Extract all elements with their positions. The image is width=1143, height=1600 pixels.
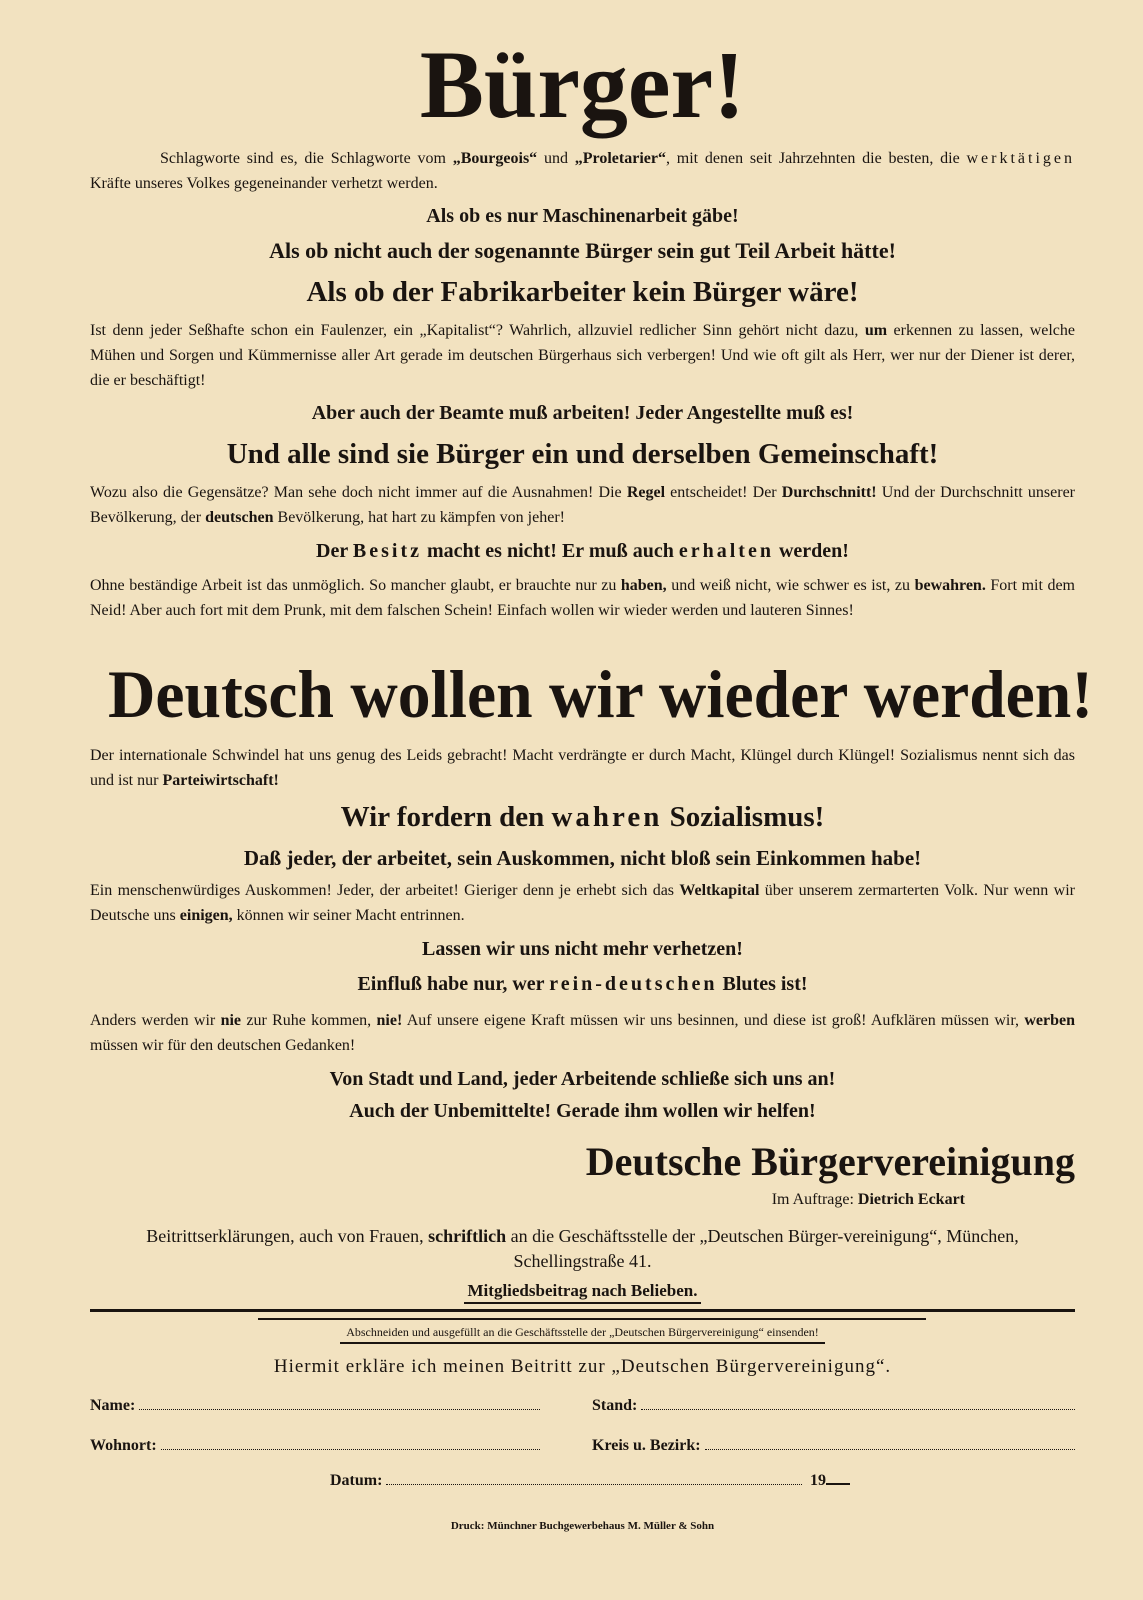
slogan-1: Als ob es nur Maschinenarbeit gäbe! — [426, 205, 739, 227]
paragraph-6: Ein menschenwürdiges Auskommen! Jeder, der arbeitet! Gieriger denn je erhebt sich das Weltkapital über unserem zermarterten Volk. Nur wenn wir Deutsche uns einigen, können wir seiner Macht entrinnen. — [90, 882, 1075, 924]
slogan-2: Als ob nicht auch der sogenannte Bürger sein gut Teil Arbeit hätte! — [269, 238, 896, 263]
cut-note: Abschneiden und ausgefüllt an die Geschäftsstelle der „Deutschen Bürgervereinigung“ einsenden! — [90, 1324, 1075, 1340]
name-field[interactable]: Name: — [90, 1395, 540, 1415]
datum-line[interactable] — [386, 1470, 802, 1485]
paragraph-2: Ist denn jeder Seßhafte schon ein Faulenzer, ein „Kapitalist“? Wahrlich, allzuviel redlicher Sinn gehört nicht dazu, um erkennen zu lassen, welche Mühen und Sorgen und Kümmernisse aller Art gerade im deutschen Bürgerhaus sich verbergen! Und wie oft gilt als Herr, wer nur der Diener ist derer, die er beschäftigt! — [90, 322, 1076, 389]
name-line[interactable] — [139, 1395, 540, 1410]
wohnort-field[interactable]: Wohnort: — [90, 1435, 540, 1455]
membership-fee: Mitgliedsbeitrag nach Belieben. — [90, 1281, 1075, 1301]
main-headline: Deutsch wollen wir wieder werden! — [108, 656, 1094, 732]
wohnort-line[interactable] — [161, 1435, 540, 1450]
paragraph-4: Ohne beständige Arbeit ist das unmöglich. So mancher glaubt, er brauchte nur zu haben, und weiß nicht, wie schwer es ist, zu bewahren. Fort mit dem Neid! Aber auch fort mit dem Prunk, mit dem falschen Schein! Einfach wollen wir wieder werden und lauteren Sinnes! — [90, 577, 1075, 619]
main-headline-row — [90, 652, 1094, 736]
datum-field[interactable]: Datum: 19 — [330, 1470, 850, 1490]
kreis-line[interactable] — [705, 1435, 1075, 1450]
slogan-9: Lassen wir uns nicht mehr verhetzen! — [422, 938, 743, 960]
slogan-8: Daß jeder, der arbeitet, sein Auskommen, nicht bloß sein Einkommen habe! — [243, 846, 922, 870]
paragraph-7: Anders werden wir nie zur Ruhe kommen, nie! Auf unsere eigene Kraft müssen wir uns besinnen, und diese ist groß! Aufklären müssen wir, werben müssen wir für den deutschen Gedanken! — [90, 1012, 1075, 1054]
divider — [258, 1318, 926, 1320]
poster-title: Bürger! — [419, 31, 746, 138]
signature: Im Auftrage: Dietrich Eckart — [771, 1191, 965, 1208]
year-line[interactable] — [826, 1483, 850, 1485]
kreis-field[interactable]: Kreis u. Bezirk: — [592, 1435, 1075, 1455]
paragraph-5: Der internationale Schwindel hat uns genug des Leids gebracht! Macht verdrängte er durch Macht, Klüngel durch Klüngel! Sozialismus nennt sich das und ist nur Parteiwirtschaft! — [90, 747, 1075, 789]
paragraph-1: Schlagworte sind es, die Schlagworte vom „Bourgeois“ und „Proletarier“, mit denen seit Jahrzehnten die besten, die werktätigen Kräfte unseres Volkes gegeneinander verhetzt werden. — [90, 150, 1075, 192]
cut-line — [90, 1309, 1075, 1312]
organization-name: Deutsche Bürgervereinigung — [585, 1139, 1075, 1184]
printer-imprint: Druck: Münchner Buchgewerbehaus M. Müller & Sohn — [450, 1520, 715, 1532]
paragraph-3: Wozu also die Gegensätze? Man sehe doch nicht immer auf die Ausnahmen! Die Regel entscheidet! Der Durchschnitt! Und der Durchschnitt unserer Bevölkerung, der deutschen Bevölkerung, hat hart zu kämpfen von jeher! — [90, 484, 1076, 526]
slogan-6: Der Besitz macht es nicht! Er muß auch erhalten werden! — [316, 540, 849, 562]
slogan-11: Von Stadt und Land, jeder Arbeitende schließe sich uns an! — [329, 1068, 836, 1090]
declaration: Hiermit erkläre ich meinen Beitritt zur „Deutschen Bürgervereinigung“. — [273, 1356, 892, 1377]
slogan-10: Einfluß habe nur, wer rein-deutschen Blutes ist! — [357, 973, 808, 995]
join-instructions: Beitrittserklärungen, auch von Frauen, schriftlich an die Geschäftsstelle der „Deutschen Bürger-vereinigung“, München, Schellingstraße 41. — [146, 1226, 1019, 1271]
slogan-7: Wir fordern den wahren Sozialismus! — [340, 801, 825, 833]
stand-line[interactable] — [641, 1395, 1075, 1410]
stand-field[interactable]: Stand: — [592, 1395, 1075, 1415]
slogan-4: Aber auch der Beamte muß arbeiten! Jeder Angestellte muß es! — [311, 402, 854, 424]
slogan-12: Auch der Unbemittelte! Gerade ihm wollen wir helfen! — [349, 1100, 816, 1122]
slogan-5: Und alle sind sie Bürger ein und derselben Gemeinschaft! — [226, 438, 939, 470]
slogan-3: Als ob der Fabrikarbeiter kein Bürger wäre! — [306, 276, 859, 308]
